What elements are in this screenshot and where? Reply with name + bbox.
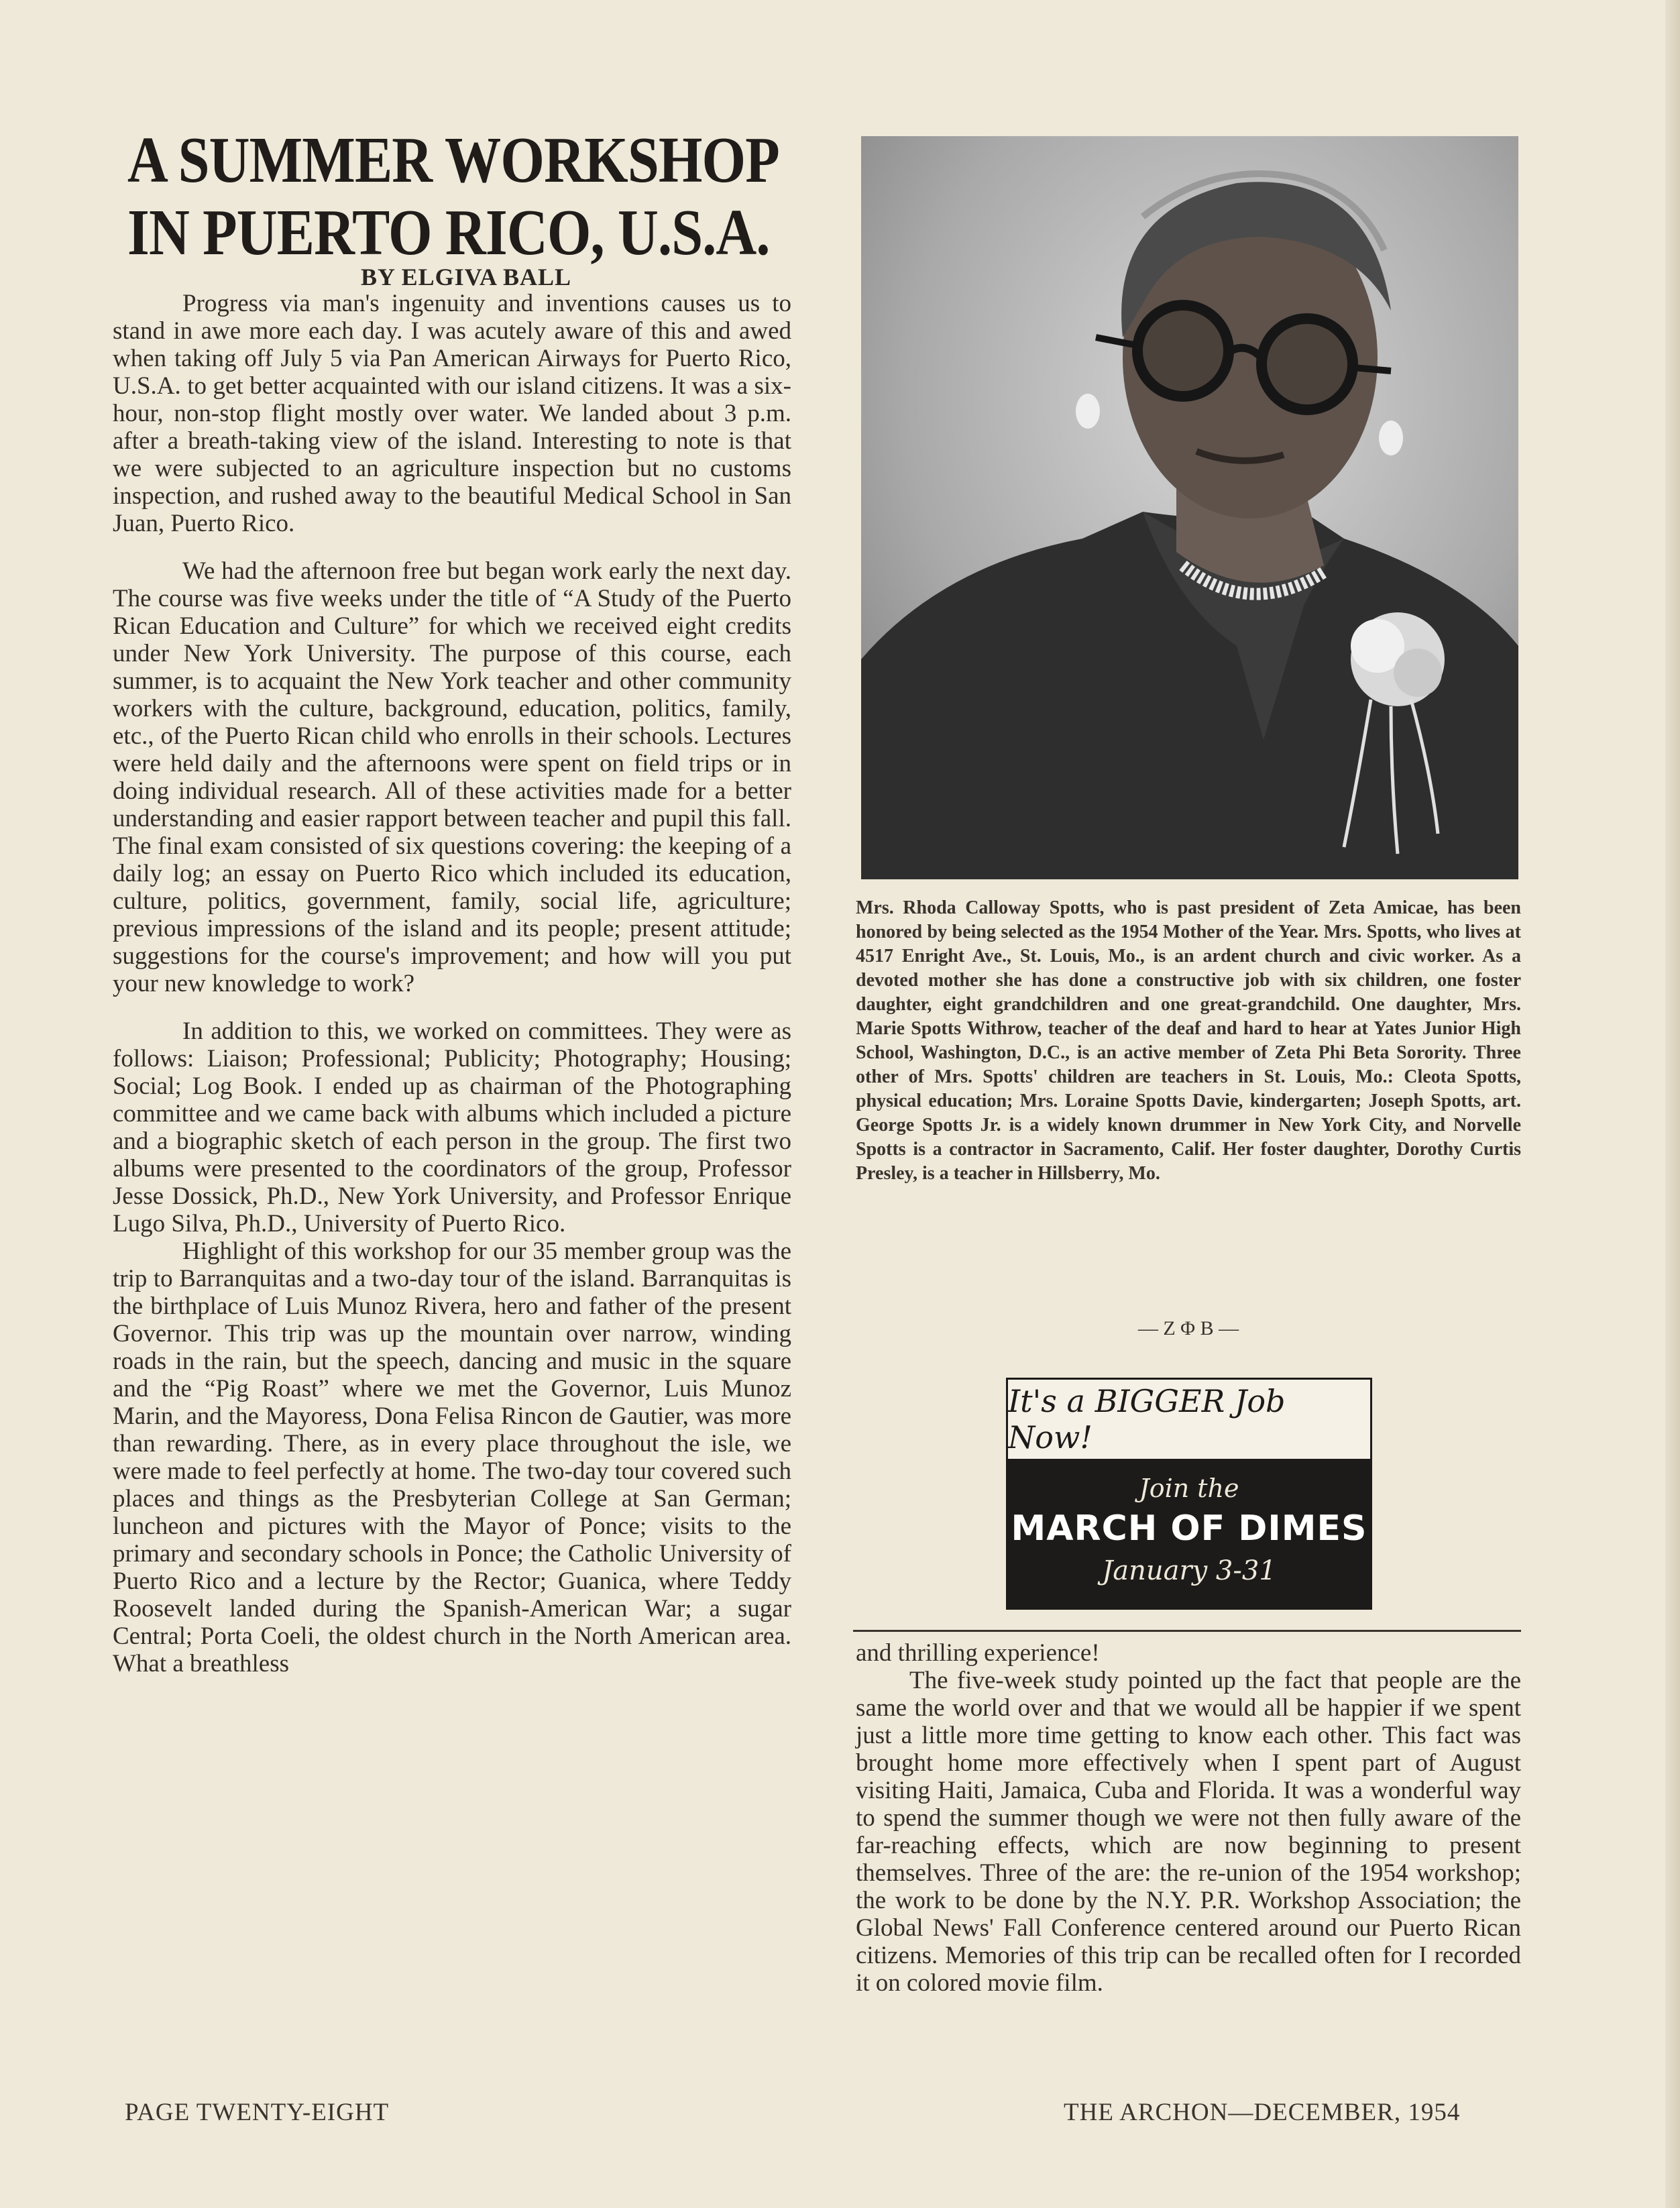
closing-paragraph: The five-week study pointed up the fact that people are the same the world over and that we would all be happier if we spent just a little more time getting to know each other. This fact was brought home more effectively when I spent part of August visiting Haiti, Jamaica, Cuba and Florida. It was a wonderful way to spend the summer though we were not then fully aware of the far-reaching effects, which are now beginning to present themselves. Three of the are: the re-union of the 1954 workshop; the work to be done by the N.Y. P.R. Workshop Association; the Global News' Fall Conference centered around our Puerto Rican citizens. Memories of this trip can be recalled often for I recorded it on colored movie film. bbox=[856, 1667, 1521, 1997]
title-line-2: IN PUERTO RICO, U.S.A. bbox=[127, 197, 770, 269]
paragraph-3: In addition to this, we worked on committees. They were as follows: Liaison; Professional; Publicity; Photography; Housing; Social; Log Book. I ended up as chairman of the Photographing committee and we came back with albums which included a picture and a biographic sketch of each person in the group. The first two albums were presented to the coordinators of the group, Professor Jesse Dossick, Ph.D., New York University, and Professor Enrique Lugo Silva, Ph.D., University of Puerto Rico. bbox=[113, 1017, 791, 1237]
paragraph-4: Highlight of this workshop for our 35 member group was the trip to Barranquitas and a two-day tour of the island. Barranquitas is the birthplace of Luis Munoz Rivera, hero and father of the present Governor. This trip was up the mountain over narrow, winding roads in the rain, but the speech, dancing and music in the square and the “Pig Roast” where we met the Governor, Luis Munoz Marin, and the Mayoress, Dona Felisa Rincon de Gautier, was more than rewarding. There, as in every place throughout the isle, we were made to feel perfectly at home. The two-day tour covered such places and things as the Presbyterian College at San German; luncheon and pictures with the Mayor of Ponce; visits to the primary and secondary schools in Ponce; the Catholic University of Puerto Rico and a lecture by the Rector; Guanica, where Teddy Roosevelt landed during the Spanish-American War; a sugar Central; Porta Coeli, the oldest church in the North American area. What a breathless bbox=[113, 1237, 791, 1677]
title-line-1: A SUMMER WORKSHOP bbox=[127, 124, 779, 197]
page-number: PAGE TWENTY-EIGHT bbox=[125, 2099, 390, 2126]
ad-headline: It's a BIGGER Job Now! bbox=[1008, 1380, 1370, 1459]
article-body-right bbox=[856, 1639, 1521, 1997]
column-divider-rule bbox=[853, 1630, 1521, 1632]
publication-issue: THE ARCHON—DECEMBER, 1954 bbox=[1064, 2099, 1461, 2126]
continued-line: and thrilling experience! bbox=[856, 1639, 1100, 1667]
ad-dates: January 3-31 bbox=[1102, 1555, 1276, 1586]
ad-join-text: Join the bbox=[1139, 1474, 1239, 1503]
article-title bbox=[127, 124, 779, 269]
article-body-left bbox=[113, 290, 791, 1698]
photo-caption: Mrs. Rhoda Calloway Spotts, who is past president of Zeta Amicae, has been honored by being selected as the 1954 Mother of the Year. Mrs. Spotts, who lives at 4517 Enright Ave., St. Louis, Mo., is an ardent church and civic worker. As a devoted mother she has done a constructive job with six children, one foster daughter, eight grandchildren and one great-grandchild. One daughter, Mrs. Marie Spotts Withrow, teacher of the deaf and hard to hear at Yates Junior High School, Washington, D.C., is an active member of Zeta Phi Beta Sorority. Three other of Mrs. Spotts' children are teachers in St. Louis, Mo.: Cleota Spotts, physical education; Mrs. Loraine Spotts Davie, kindergarten; Joseph Spotts, art. George Spotts Jr. is a widely known drummer in New York City, and Norvelle Spotts is a contractor in Sacramento, Calif. Her foster daughter, Dorothy Curtis Presley, is a teacher in Hillsberry, Mo. bbox=[856, 897, 1521, 1184]
portrait-photo bbox=[861, 136, 1518, 879]
society-signature: — Z Φ B — bbox=[1137, 1317, 1239, 1339]
byline: BY ELGIVA BALL bbox=[360, 264, 572, 290]
portrait-illustration bbox=[861, 136, 1518, 879]
march-of-dimes-ad bbox=[1006, 1378, 1372, 1610]
page-edge bbox=[1665, 0, 1680, 2208]
paragraph-1: Progress via man's ingenuity and inventions causes us to stand in awe more each day. I was acutely aware of this and awed when taking off July 5 via Pan American Airways for Puerto Rico, U.S.A. to get better acquainted with our island citizens. It was a six-hour, non-stop flight mostly over water. We landed about 3 p.m. after a breath-taking view of the island. Interesting to note is that we were subjected to an agriculture inspection but no customs inspection, and rushed away to the beautiful Medical School in San Juan, Puerto Rico. bbox=[113, 290, 791, 537]
ad-main-text: MARCH OF DIMES bbox=[1011, 1508, 1367, 1549]
paragraph-2: We had the afternoon free but began work early the next day. The course was five weeks under the title of “A Study of the Puerto Rican Education and Culture” for which we received eight credits under New York University. The purpose of this course, each summer, is to acquaint the New York teacher and other community workers with the culture, background, education, politics, family, etc., of the Puerto Rican child who enrolls in their schools. Lectures were held daily and the afternoons were spent on field trips or in doing individual research. All of these activities made for a better understanding and easier rapport between teacher and pupil this fall. The final exam consisted of six questions covering: the keeping of a daily log; an essay on Puerto Rico which included its education, culture, politics, government, family, social life, agriculture; previous impressions of the island and its people; present attitude; suggestions for the course's improvement; and how will you put your new knowledge to work? bbox=[113, 557, 791, 997]
